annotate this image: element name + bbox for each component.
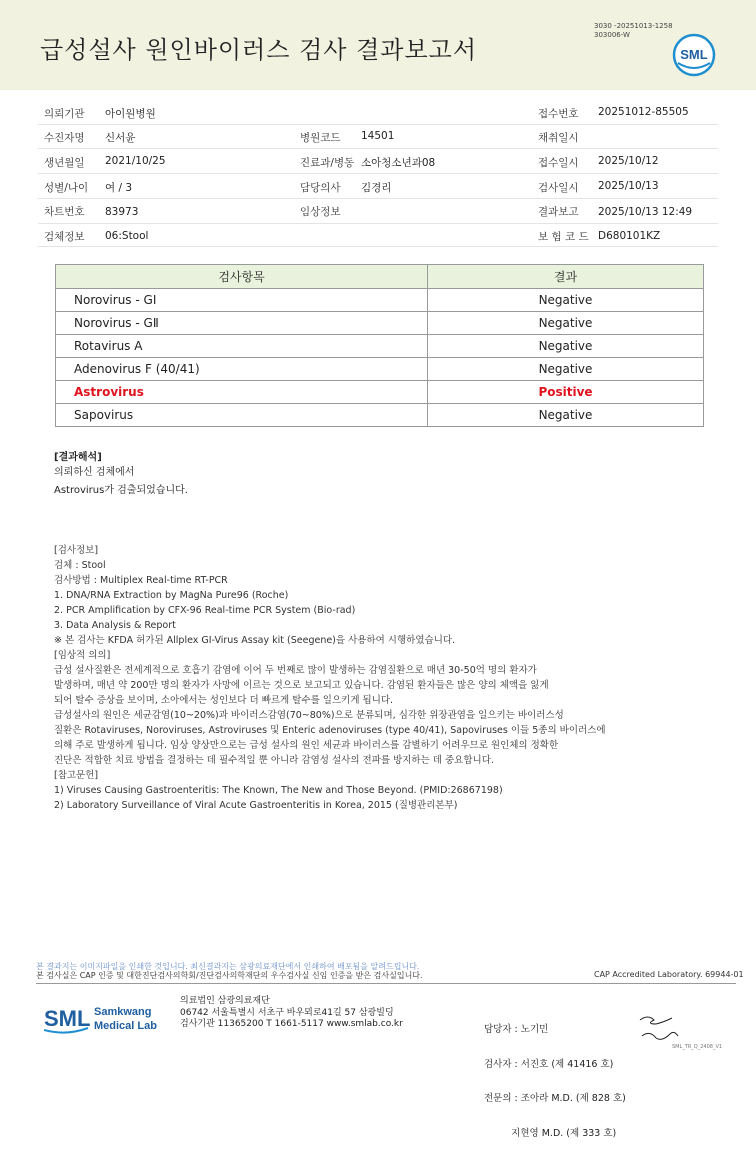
- footer-address: [180, 996, 403, 1031]
- table-row: [56, 358, 704, 381]
- report-value: 2025/10/13 12:49: [598, 206, 693, 218]
- document-code-2: 303006-W: [594, 31, 630, 39]
- test-date-value: 2025/10/13: [598, 180, 659, 192]
- address-line: 검사기관 11365200 T 1661-5117 www.smlab.co.kr: [180, 1019, 403, 1029]
- hospital-code-value: 14501: [361, 130, 395, 142]
- divider: [38, 124, 718, 125]
- clinical-meaning-line: 질환은 Rotaviruses, Noroviruses, Astroviruses 및 Enteric adenoviruses (type 40/41), Sapoviruses 이들 5종의 바이러스에: [54, 725, 606, 736]
- address-line: 06742 서울특별시 서초구 바우뫼로41길 57 삼광빌딩: [180, 1007, 394, 1018]
- dob-value: 2021/10/25: [105, 155, 166, 167]
- divider: [38, 198, 718, 199]
- dob-label: 생년월일: [44, 157, 85, 169]
- footer-divider: [36, 983, 736, 984]
- test-info-line: 검사방법 : Multiplex Real-time RT-PCR: [54, 575, 228, 586]
- table-row: [56, 312, 704, 335]
- document-code-1: 3030 -20251013-1258: [594, 22, 673, 30]
- test-info-line: 3. Data Analysis & Report: [54, 620, 176, 631]
- clinical-meaning-line: 되어 탈수 증상을 보이며, 소아에서는 성인보다 더 빠르게 탈수를 일으키게 됩니다.: [54, 695, 394, 706]
- clinical-meaning-line: 의해 주로 발생하게 됩니다. 임상 양상만으로는 급성 설사의 원인 세균과 바이러스를 감별하기 어려우므로 원인체의 정확한: [54, 740, 559, 751]
- test-result: Negative: [428, 312, 704, 335]
- signatory-line: 검사자 : 서진호 (제 41416 호): [484, 1058, 614, 1070]
- chart-no-label: 차트번호: [44, 206, 85, 218]
- sml-logo-text: SML: [680, 47, 708, 62]
- hospital-code-label: 병원코드: [300, 132, 341, 144]
- signature-icon: [636, 1010, 682, 1046]
- specimen-label: 검체정보: [44, 231, 85, 243]
- dept-value: 소아청소년과08: [361, 157, 436, 169]
- table-row: [56, 335, 704, 358]
- test-result: Negative: [428, 404, 704, 427]
- clinical-meaning-line: 급성설사의 원인은 세균감염(10~20%)과 바이러스감염(70~80%)으로 분류되며, 심각한 위장관염을 일으키는 바이러스성: [54, 710, 564, 721]
- test-item: Norovirus - GⅠ: [56, 289, 428, 312]
- interpretation-line: Astrovirus가 검출되었습니다.: [54, 485, 188, 496]
- chart-no-value: 83973: [105, 206, 139, 218]
- divider: [38, 246, 718, 247]
- insurance-label: 보 험 코 드: [538, 231, 589, 243]
- signatory-line: 전문의 : 조아라 M.D. (제 828 호): [484, 1093, 626, 1104]
- institution-value: 아이원병원: [105, 108, 156, 120]
- table-row-positive: [56, 381, 704, 404]
- report-title: 급성설사 원인바이러스 검사 결과보고서: [40, 36, 478, 64]
- sml-logo-icon: [672, 33, 716, 77]
- cap-accreditation: CAP Accredited Laboratory. 69944-01: [594, 970, 744, 979]
- test-date-label: 검사일시: [538, 182, 579, 194]
- samkwang-logo: [44, 1000, 174, 1038]
- table-row: [56, 289, 704, 312]
- report-header: [0, 0, 756, 90]
- table-row: [56, 404, 704, 427]
- signatory-line: 지현영 M.D. (제 333 호): [484, 1127, 617, 1139]
- address-line: 의료법인 삼광의료재단: [180, 996, 270, 1006]
- sex-age-value: 여 / 3: [105, 182, 133, 194]
- logo-line2: Medical Lab: [94, 1020, 157, 1032]
- collect-date-label: 채취일시: [538, 132, 579, 144]
- sml-footer-logo-icon: [44, 1000, 174, 1034]
- test-item: Norovirus - GⅡ: [56, 312, 428, 335]
- test-info-section: [54, 543, 606, 813]
- sex-age-label: 성별/나이: [44, 182, 89, 194]
- col-item-header: 검사항목: [56, 265, 428, 289]
- receipt-no-label: 접수번호: [538, 108, 579, 120]
- name-label: 수진자명: [44, 132, 85, 144]
- test-item: Adenovirus F (40/41): [56, 358, 428, 381]
- accreditation-notice: 본 검사실은 CAP 인증 및 대한진단검사의학회/진단검사의학재단의 우수검사실 신임 인증을 받은 검사실입니다.: [36, 971, 423, 980]
- test-result: Negative: [428, 358, 704, 381]
- sml-footer-logo-text: SML: [44, 1006, 91, 1031]
- divider: [38, 223, 718, 224]
- test-info-line: 1. DNA/RNA Extraction by MagNa Pure96 (Roche): [54, 590, 289, 601]
- document-codes: [594, 22, 673, 40]
- divider: [38, 173, 718, 174]
- test-result: Negative: [428, 289, 704, 312]
- test-result: Positive: [428, 381, 704, 404]
- specimen-value: 06:Stool: [105, 230, 149, 242]
- interpretation-heading: [결과해석]: [54, 452, 102, 463]
- doctor-value: 김경리: [361, 182, 392, 194]
- results-header-row: [56, 265, 704, 289]
- clinical-meaning-line: 급성 설사질환은 전세계적으로 호흡기 감염에 이어 두 번째로 많이 발생하는 감염질환으로 매년 30-50억 명의 환자가: [54, 665, 537, 676]
- clinical-meaning-line: 발생하며, 매년 약 200만 명의 환자가 사망에 이르는 것으로 보고되고 있습니다. 감염된 환자들은 많은 양의 체액을 잃게: [54, 680, 549, 691]
- receipt-date-value: 2025/10/12: [598, 155, 659, 167]
- image-notice: 본 결과지는 이미지파일을 인쇄한 것입니다. 최신결과지는 삼광의료재단에서 인쇄하여 배포됨을 알려드립니다.: [36, 962, 420, 971]
- clinical-meaning-heading: [임상적 의의]: [54, 650, 111, 661]
- institution-label: 의뢰기관: [44, 108, 85, 120]
- signatory-line: 담당자 : 노기민: [484, 1024, 549, 1035]
- test-item: Rotavirus A: [56, 335, 428, 358]
- test-info-heading: [검사정보]: [54, 545, 99, 556]
- col-result-header: 결과: [428, 265, 704, 289]
- report-label: 결과보고: [538, 206, 579, 218]
- receipt-date-label: 접수일시: [538, 157, 579, 169]
- test-info-line: 2. PCR Amplification by CFX-96 Real-time PCR System (Bio-rad): [54, 605, 356, 616]
- reference-line: 1) Viruses Causing Gastroenteritis: The Known, The New and Those Beyond. (PMID:26867198): [54, 785, 503, 796]
- logo-line1: Samkwang: [94, 1006, 152, 1018]
- interpretation-line: 의뢰하신 검체에서: [54, 467, 135, 478]
- test-item: Astrovirus: [56, 381, 428, 404]
- results-table: [55, 264, 704, 427]
- form-code: SML_TR_Q_2408_V1: [672, 1044, 723, 1050]
- insurance-value: D680101KZ: [598, 230, 661, 242]
- test-item: Sapovirus: [56, 404, 428, 427]
- name-value: 신서윤: [105, 132, 136, 144]
- test-result: Negative: [428, 335, 704, 358]
- reference-line: 2) Laboratory Surveillance of Viral Acute Gastroenteritis in Korea, 2015 (질병관리본부): [54, 800, 458, 811]
- test-info-line: ※ 본 검사는 KFDA 허가된 Allplex GI-Virus Assay kit (Seegene)을 사용하여 시행하였습니다.: [54, 635, 456, 646]
- interpretation-section: [54, 450, 188, 498]
- signatories: [484, 1001, 626, 1151]
- receipt-no-value: 20251012-85505: [598, 106, 689, 118]
- clinical-meaning-line: 진단은 적합한 치료 방법을 결정하는 데 필수적일 뿐 아니라 감염성 설사의 전파를 방지하는 데 중요합니다.: [54, 755, 494, 766]
- test-info-line: 검체 : Stool: [54, 560, 106, 571]
- references-heading: [참고문헌]: [54, 770, 99, 781]
- dept-label: 진료과/병동: [300, 157, 355, 169]
- clinical-label: 임상정보: [300, 206, 341, 218]
- divider: [38, 148, 718, 149]
- doctor-label: 담당의사: [300, 182, 341, 194]
